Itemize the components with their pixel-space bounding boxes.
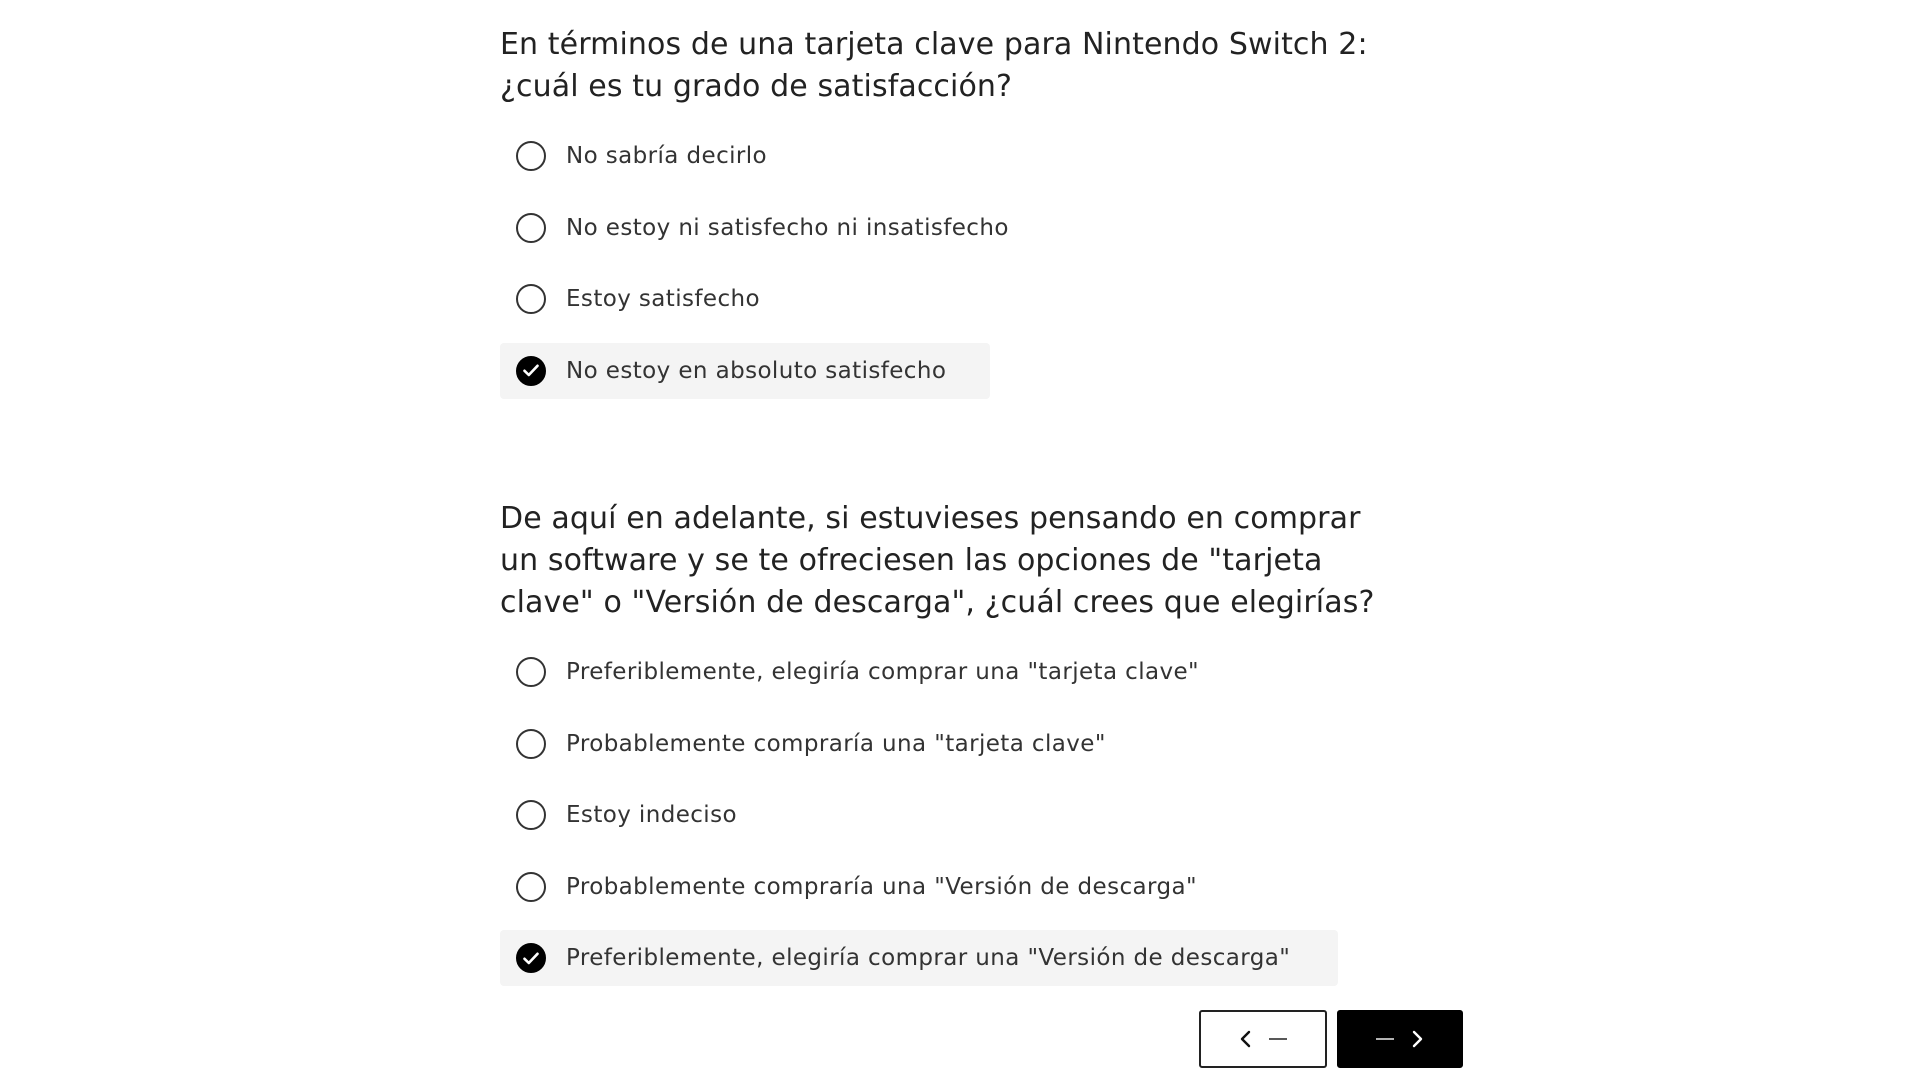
survey-form [500,24,1460,1002]
radio-unchecked-icon[interactable] [516,284,546,314]
radio-unchecked-icon[interactable] [516,213,546,243]
navigation-buttons [1199,1010,1463,1068]
option-label: Preferiblemente, elegiría comprar una "tarjeta clave" [566,659,1200,685]
radio-checked-icon[interactable] [516,943,546,973]
previous-button[interactable] [1199,1010,1327,1068]
option-label: Probablemente compraría una "tarjeta clave" [566,730,1106,757]
option-label: No sabría decirlo [566,143,768,169]
radio-checked-icon[interactable] [516,356,546,386]
question-2-option-5[interactable] [500,930,1338,986]
previous-label-placeholder [1269,1038,1287,1040]
section-spacer [500,414,1460,498]
question-2-option-4[interactable] [500,859,1460,915]
radio-unchecked-icon[interactable] [516,872,546,902]
radio-unchecked-icon[interactable] [516,800,546,830]
question-1-option-4[interactable] [500,343,990,399]
chevron-left-icon [1239,1030,1253,1048]
question-1-option-2[interactable] [500,200,1460,256]
radio-unchecked-icon[interactable] [516,729,546,759]
question-1-option-1[interactable] [500,128,1460,184]
chevron-right-icon [1410,1030,1424,1048]
question-2-option-1[interactable] [500,644,1460,700]
option-label: Estoy satisfecho [566,286,760,312]
radio-unchecked-icon[interactable] [516,141,546,171]
option-label: No estoy en absoluto satisfecho [566,357,947,384]
question-1-options [500,128,1460,399]
question-2-option-3[interactable] [500,787,1460,843]
option-label: Preferiblemente, elegiría comprar una "Versión de descarga" [566,945,1291,971]
question-2-option-2[interactable] [500,716,1460,772]
question-2-text: De aquí en adelante, si estuvieses pensando en comprar un software y se te ofreciesen las opciones de "tarjeta clave" o "Versión de descarga", ¿cuál crees que elegirías? [500,501,1375,620]
question-1-text: En términos de una tarjeta clave para Nintendo Switch 2: ¿cuál es tu grado de satisfacción? [500,27,1368,104]
radio-unchecked-icon[interactable] [516,657,546,687]
option-label: Estoy indeciso [566,802,737,828]
option-label: No estoy ni satisfecho ni insatisfecho [566,214,1009,241]
option-label: Probablemente compraría una "Versión de descarga" [566,873,1197,900]
question-2-options [500,644,1460,986]
next-button[interactable] [1337,1010,1463,1068]
question-1-option-3[interactable] [500,271,1460,327]
next-label-placeholder [1376,1038,1394,1040]
